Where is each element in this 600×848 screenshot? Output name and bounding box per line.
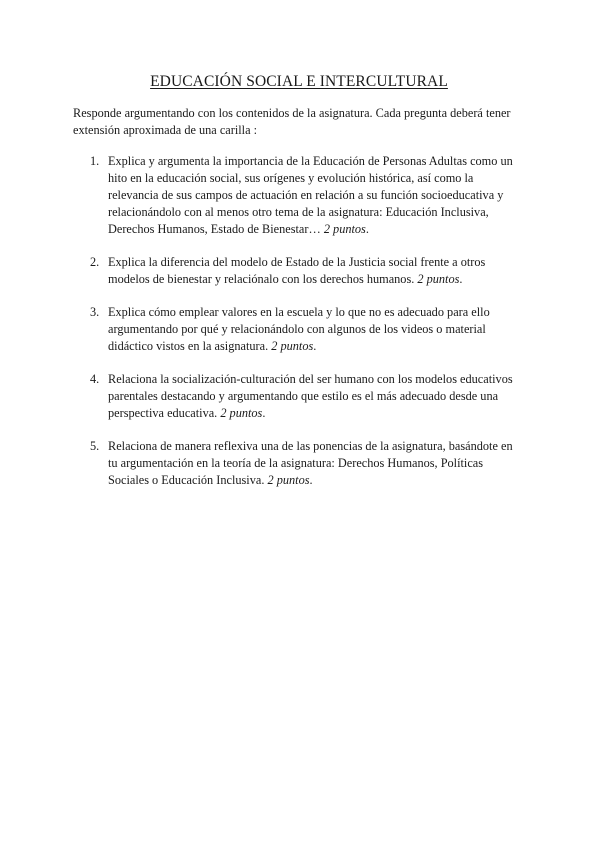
question-number: 3.	[90, 305, 100, 319]
question-points: 2 puntos	[267, 473, 310, 487]
question-points: 2 puntos	[220, 406, 263, 420]
question-number: 4.	[90, 372, 100, 386]
question-number: 5.	[90, 439, 100, 453]
question-item	[73, 438, 525, 489]
question-item	[73, 371, 525, 422]
question-text: Explica cómo emplear valores en la escuela y lo que no es adecuado para ello argumentando por qué y relacionándolo con algunos de los videos o material didáctico vistos en la asignatura.	[108, 305, 490, 353]
instructions-paragraph: Responde argumentando con los contenidos de la asignatura. Cada pregunta deberá tener extensión aproximada de una carilla :	[73, 106, 511, 137]
question-end: .	[262, 406, 266, 420]
question-item	[73, 304, 525, 355]
question-list	[73, 153, 525, 489]
question-end: .	[313, 339, 317, 353]
question-number: 1.	[90, 154, 100, 168]
question-points: 2 puntos	[271, 339, 314, 353]
question-end: .	[459, 272, 463, 286]
question-points: 2 puntos	[417, 272, 460, 286]
question-text: Relaciona de manera reflexiva una de las ponencias de la asignatura, basándote en tu argumentación en la teoría de la asignatura: Derechos Humanos, Políticas Sociales o Educación Inclusiva.	[108, 439, 513, 487]
document-title: EDUCACIÓN SOCIAL E INTERCULTURAL	[150, 73, 448, 90]
question-end: .	[365, 222, 369, 236]
question-end: .	[309, 473, 313, 487]
question-text: Relaciona la socialización-culturación del ser humano con los modelos educativos parentales destacando y argumentando que estilo es el más adecuado desde una perspectiva educativa.	[108, 372, 513, 420]
question-number: 2.	[90, 255, 100, 269]
question-item	[73, 153, 525, 238]
question-text: Explica y argumenta la importancia de la Educación de Personas Adultas como un hito en la educación social, sus orígenes y evolución histórica, así como la relevancia de sus campos de actuación en relación a su función socioeducativa y relacionándolo con al menos otro tema de la asignatura: Educación Inclusiva, Derechos Humanos, Estado de Bienestar…	[108, 154, 513, 236]
question-item	[73, 254, 525, 288]
question-text: Explica la diferencia del modelo de Estado de la Justicia social frente a otros modelos de bienestar y relaciónalo con los derechos humanos.	[108, 255, 486, 286]
question-points: 2 puntos	[323, 222, 366, 236]
